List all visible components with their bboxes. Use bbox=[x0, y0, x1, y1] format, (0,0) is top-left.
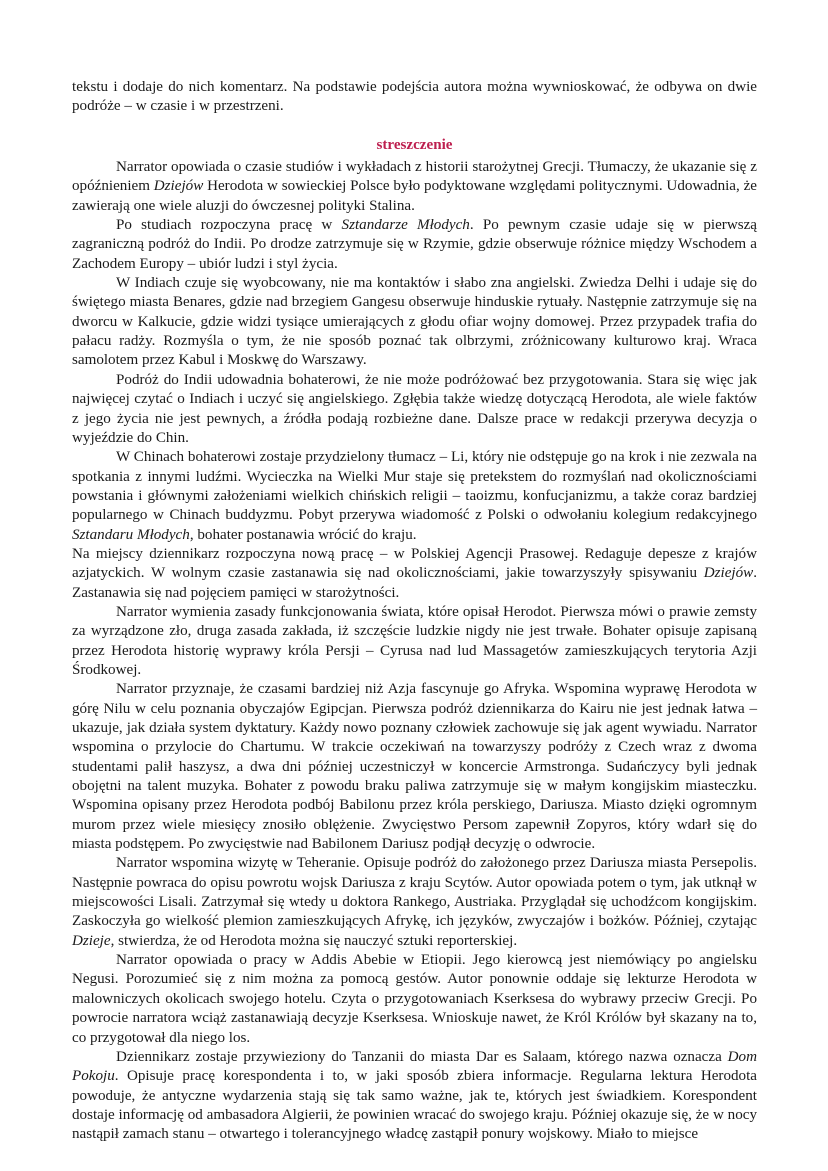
italic-title: Sztandaru Młodych bbox=[72, 526, 190, 543]
paragraph bbox=[72, 1048, 757, 1145]
text-run: , bohater postanawia wrócić do kraju. bbox=[189, 526, 417, 543]
italic-title: Dom Pokoju bbox=[72, 1048, 757, 1085]
section-heading-streszczenie: streszczenie bbox=[376, 136, 453, 153]
text-run: . Zastanawia się nad pojęciem pamięci w starożytności. bbox=[72, 565, 757, 601]
text-run: W Indiach czuje się wyobcowany, nie ma kontaktów i słabo zna angielski. Zwiedza Delhi i udaje się do świętego miasta Benares, gdzie nad brzegiem Gangesu obserwuje hinduskie rytuały. Następnie zatrzymuje się na dworcu w Kalkucie, gdzie widzi tysiące umierających z głodu ofiar wojny domowej. Przez przypadek trafia do pałacu radży. Rozmyśla o tym, że nie sposób poznać tak olbrzymi, zróżnicowany kulturowo kraj. Wraca samolotem przez Kabul i Moskwę do Warszawy. bbox=[72, 275, 757, 369]
text-run: Na miejscy dziennikarz rozpoczyna nową pracę – w Polskiej Agencji Prasowej. Redaguje depesze z krajów azjatyckich. W wolnym czasie zastanawia się nad okolicznościami, jakie towarzyszyły spisywaniu bbox=[72, 545, 757, 582]
text-run: Narrator opowiada o pracy w Addis Abebie w Etiopii. Jego kierowcą jest niemówiący po angielsku Negusi. Porozumieć się z nim można za pomocą gestów. Autor ponownie oddaje się lekturze Herodota w malowniczych okolicach swojego hotelu. Czyta o przygotowaniach Kserksesa do wybrawy przeciw Grecji. Po powrocie narratora wciąż zastanawiają decyzje Kserksesa. Wnioskuje nawet, że Król Królów był skazany na to, co przygotował dla niego los. bbox=[72, 952, 757, 1046]
text-run: Dziennikarz zostaje przywieziony do Tanzanii do miasta Dar es Salaam, którego nazwa oznacza bbox=[116, 1048, 728, 1065]
text-run: Narrator wspomina wizytę w Teheranie. Opisuje podróż do założonego przez Dariusza miasta Persepolis. Następnie powraca do opisu powrotu wojsk Dariusza z kraju Scytów. Autor opowiada potem o tym, jak utknął w miejscowości Lisali. Zatrzymał się wtedy u doktora Rankego, Austriaka. Przyglądał się uchodźcom kongijskim. Zaskoczyła go wielkość plemion zamieszkujących Afrykę, ich języków, zwyczajów i bożków. Później, czytając bbox=[72, 855, 757, 930]
italic-title: Dzieje bbox=[72, 932, 111, 949]
paragraph bbox=[72, 216, 757, 274]
italic-title: Dziejów bbox=[153, 178, 204, 195]
paragraph bbox=[72, 680, 757, 854]
intro-paragraph: tekstu i dodaje do nich komentarz. Na podstawie podejścia autora można wywnioskować, że odbywa on dwie podróże – w czasie i w przestrzeni. bbox=[72, 79, 757, 115]
paragraph bbox=[72, 854, 757, 951]
text-run: . Po pewnym czasie udaje się w pierwszą zagraniczną podróż do Indii. Po drodze zatrzymuje się w Rzymie, gdzie obserwuje różnice między Wschodem a Zachodem Europy – ubiór ludzi i styl życia. bbox=[72, 217, 757, 272]
paragraph bbox=[72, 448, 757, 545]
text-run: Podróż do Indii udowadnia bohaterowi, że nie może podróżować bez przygotowania. Stara się więc jak najwięcej czytać o Indiach i uczyć się angielskiego. Zgłębia także wiedzę dotyczącą Herodota, ale wiele faktów z jego życia nie jest pewnych, a źródła podają rozbieżne dane. Dalsze prace w redakcji przerywa decyzja o wyjeździe do Chin. bbox=[72, 371, 757, 446]
text-run: Narrator wymienia zasady funkcjonowania świata, które opisał Herodot. Pierwsza mówi o prawie zemsty za wyrządzone zło, druga zasada zakłada, iż szczęście ludzkie nigdy nie jest trwałe. Bohater opisuje zapisaną przez Herodota historię wyprawy króla Persji – Cyrusa nad lud Massagetów zamieszkujących terytoria Azji Środkowej. bbox=[72, 603, 757, 678]
paragraph bbox=[72, 951, 757, 1048]
text-run: Narrator opowiada o czasie studiów i wykładach z historii starożytnej Grecji. Tłumaczy, że ukazanie się z opóźnieniem bbox=[72, 159, 757, 195]
italic-title: Dziejów bbox=[703, 565, 754, 582]
document-body bbox=[72, 78, 757, 1145]
paragraph bbox=[72, 371, 757, 448]
heading-spacer-above bbox=[72, 117, 757, 136]
text-run: Herodota w sowieckiej Polsce było podyktowane względami politycznymi. Udowadnia, że zawierają one wiele aluzji do ówczesnej polityki Stalina. bbox=[72, 178, 758, 214]
text-run: . Opisuje pracę korespondenta i to, w jaki sposób zbiera informacje. Regularna lektura Herodota powoduje, że antyczne wydarzenia stają się tak samo ważne, jak te, których jest świadkiem. Korespondent dostaje informację od ambasadora Algierii, że powinien wracać do swojego kraju. Później okazuje się, że w nocy nastąpił zamach stanu – otwartego i tolerancyjnego władcę zastąpił ponury wojskowy. Miało to miejsce bbox=[72, 1068, 757, 1143]
text-run: Narrator przyznaje, że czasami bardziej niż Azja fascynuje go Afryka. Wspomina wyprawę Herodota w górę Nilu w celu poznania obyczajów Egipcjan. Pierwsza podróż dziennikarza do Kairu nie jest jednak łatwa – ukazuje, jak działa system dyktatury. Każdy nowo poznany człowiek zachowuje się jak agent wywiadu. Narrator wspomina o przylocie do Chartumu. W trakcie oczekiwań na towarzyszy podróży z Czech wraz z dwoma studentami palił haszysz, a dwa dni później uczestniczył w koncercie Armstronga. Sudańczycy byli jednak obojętni na talent muzyka. Bohater z powodu braku paliwa zatrzymuje się w małym kongijskim miasteczku. Wspomina opisany przez Herodota podbój Babilonu przez króla perskiego, Dariusza. Miasto dzięki ogromnym murom przez wiele miesięcy znosiło oblężenie. Zwycięstwo Persom zapewnił Zopyros, który wdarł się do miasta podstępem. Po zwycięstwie nad Babilonem Dariusz podjął decyzję o odwrocie. bbox=[72, 681, 757, 853]
paragraph bbox=[72, 603, 757, 680]
paragraph bbox=[72, 158, 757, 216]
paragraph-list bbox=[72, 158, 757, 1145]
paragraph bbox=[72, 545, 757, 603]
text-run: , stwierdza, że od Herodota można się nauczyć sztuki reporterskiej. bbox=[110, 932, 518, 949]
text-run: W Chinach bohaterowi zostaje przydzielony tłumacz – Li, który nie odstępuje go na krok i nie zezwala na spotkania z innymi ludźmi. Wycieczka na Wielki Mur staje się pretekstem do rozmyślań nad okolicznościami powstania i głównymi założeniami wielkich chińskich religii – taoizmu, konfucjanizmu, a także coraz bardziej popularnego w Chinach buddyzmu. Pobyt przerywa wiadomość z Polski o odwołaniu kolegium redakcyjnego bbox=[72, 449, 757, 524]
paragraph bbox=[72, 274, 757, 371]
italic-title: Sztandarze Młodych bbox=[341, 217, 470, 234]
text-run: Po studiach rozpoczyna pracę w bbox=[116, 217, 342, 234]
